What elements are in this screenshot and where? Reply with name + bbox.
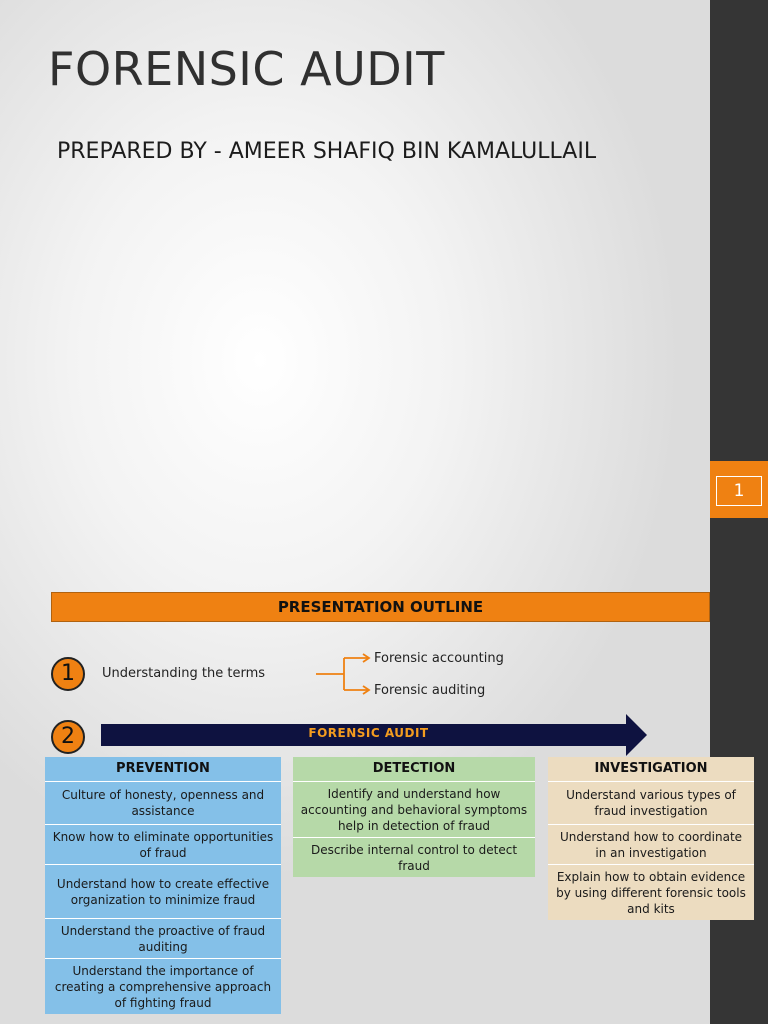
arrow-label: FORENSIC AUDIT (308, 726, 429, 740)
investigation-item: Explain how to obtain evidence by using different forensic tools and kits (548, 864, 754, 920)
slide-number: 1 (716, 476, 762, 506)
detection-item: Identify and understand how accounting and behavioral symptoms help in detection of fraud (293, 781, 535, 837)
prevention-item: Culture of honesty, openness and assistance (45, 781, 281, 824)
prevention-item: Understand how to create effective organization to minimize fraud (45, 864, 281, 918)
prevention-item: Know how to eliminate opportunities of fraud (45, 824, 281, 864)
prevention-column (45, 757, 281, 1014)
detection-item: Describe internal control to detect fraud (293, 837, 535, 877)
branch-forensic-accounting: Forensic accounting (374, 651, 504, 666)
slide-title: FORENSIC AUDIT (48, 42, 445, 96)
outline-number-2: 2 (51, 720, 85, 754)
outline-item-terms: Understanding the terms (102, 666, 266, 681)
investigation-column (548, 757, 754, 920)
outline-number-1: 1 (51, 657, 85, 691)
detection-heading: DETECTION (293, 757, 535, 781)
investigation-item: Understand how to coordinate in an investigation (548, 824, 754, 864)
investigation-item: Understand various types of fraud investigation (548, 781, 754, 824)
branch-forensic-auditing: Forensic auditing (374, 683, 486, 698)
prevention-heading: PREVENTION (45, 757, 281, 781)
detection-column (293, 757, 535, 877)
branch-connector (316, 652, 376, 698)
outline-heading: PRESENTATION OUTLINE (51, 592, 710, 622)
slide-number-badge (710, 461, 768, 518)
slide-subtitle: PREPARED BY - AMEER SHAFIQ BIN KAMALULLAIL (57, 139, 597, 164)
forensic-audit-arrow (101, 714, 649, 756)
prevention-item: Understand the proactive of fraud auditing (45, 918, 281, 958)
investigation-heading: INVESTIGATION (548, 757, 754, 781)
prevention-item: Understand the importance of creating a comprehensive approach of fighting fraud (45, 958, 281, 1014)
